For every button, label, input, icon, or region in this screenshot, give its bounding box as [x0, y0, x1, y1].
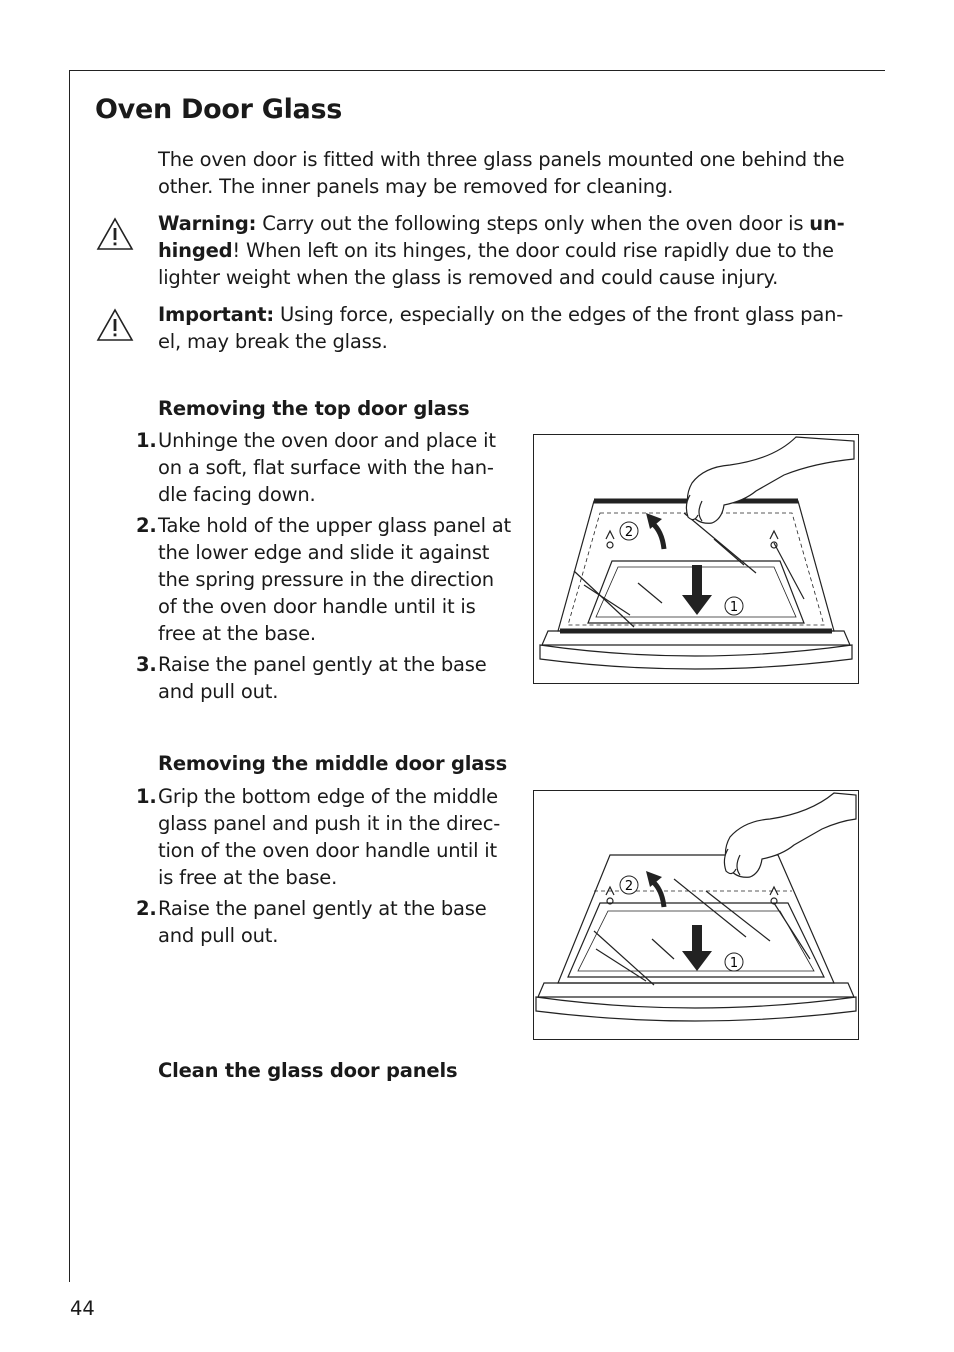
step-text: Raise the panel gently at the base and pull out. [158, 897, 487, 947]
page-title: Oven Door Glass [95, 94, 342, 125]
step-number: 2. [136, 514, 157, 537]
warning-paragraph [158, 210, 863, 291]
list-item [136, 651, 516, 705]
top-glass-illustration [533, 434, 859, 684]
figure-label-two: 2 [624, 525, 634, 540]
step-number: 1. [136, 429, 157, 452]
step-number: 2. [136, 897, 157, 920]
top-rule [69, 70, 885, 71]
page-number: 44 [70, 1297, 95, 1320]
intro-paragraph: The oven door is fitted with three glass panels mounted one behind the other. The inner panels may be removed for cleaning. [158, 148, 845, 198]
clean-heading: Clean the glass door panels [158, 1059, 458, 1082]
step-number: 3. [136, 653, 157, 676]
important-paragraph [158, 301, 863, 355]
left-rule [69, 70, 70, 1282]
middle-glass-illustration [533, 790, 859, 1040]
step-text: Take hold of the upper glass panel at the lower edge and slide it against the spring pressure in the direction of the oven door handle until it is free at the base. [158, 514, 511, 645]
list-item [136, 895, 516, 949]
figure-label-one: 1 [729, 956, 739, 971]
figure-label-two: 2 [624, 879, 634, 894]
important-icon [95, 307, 135, 343]
step-text: Grip the bottom edge of the middle glass panel and push it in the direc-tion of the oven door handle until it is free at the base. [158, 785, 501, 889]
oven-door-middle-glass-drawing [534, 791, 858, 1039]
list-item [136, 512, 516, 647]
figure-label-one: 1 [729, 600, 739, 615]
warning-emphasis: un-hinged [158, 212, 845, 262]
middle-glass-steps [136, 783, 516, 953]
list-item [136, 783, 516, 891]
step-text: Unhinge the oven door and place it on a soft, flat surface with the han-dle facing down. [158, 429, 496, 506]
warning-text-before: Carry out the following steps only when the oven door is [256, 212, 810, 235]
warning-label: Warning: [158, 212, 257, 235]
important-label: Important: [158, 303, 275, 326]
middle-glass-heading: Removing the middle door glass [158, 752, 507, 775]
step-text: Raise the panel gently at the base and pull out. [158, 653, 487, 703]
step-number: 1. [136, 785, 157, 808]
warning-icon [95, 216, 135, 252]
list-item [136, 427, 516, 508]
oven-door-top-glass-drawing [534, 435, 858, 683]
top-glass-steps [136, 427, 516, 709]
top-glass-heading: Removing the top door glass [158, 397, 470, 420]
important-text: Using force, especially on the edges of the front glass pan-el, may break the glass. [158, 303, 844, 353]
warning-text-after: ! When left on its hinges, the door could rise rapidly due to the lighter weight when the glass is removed and could cause injury. [158, 239, 834, 289]
